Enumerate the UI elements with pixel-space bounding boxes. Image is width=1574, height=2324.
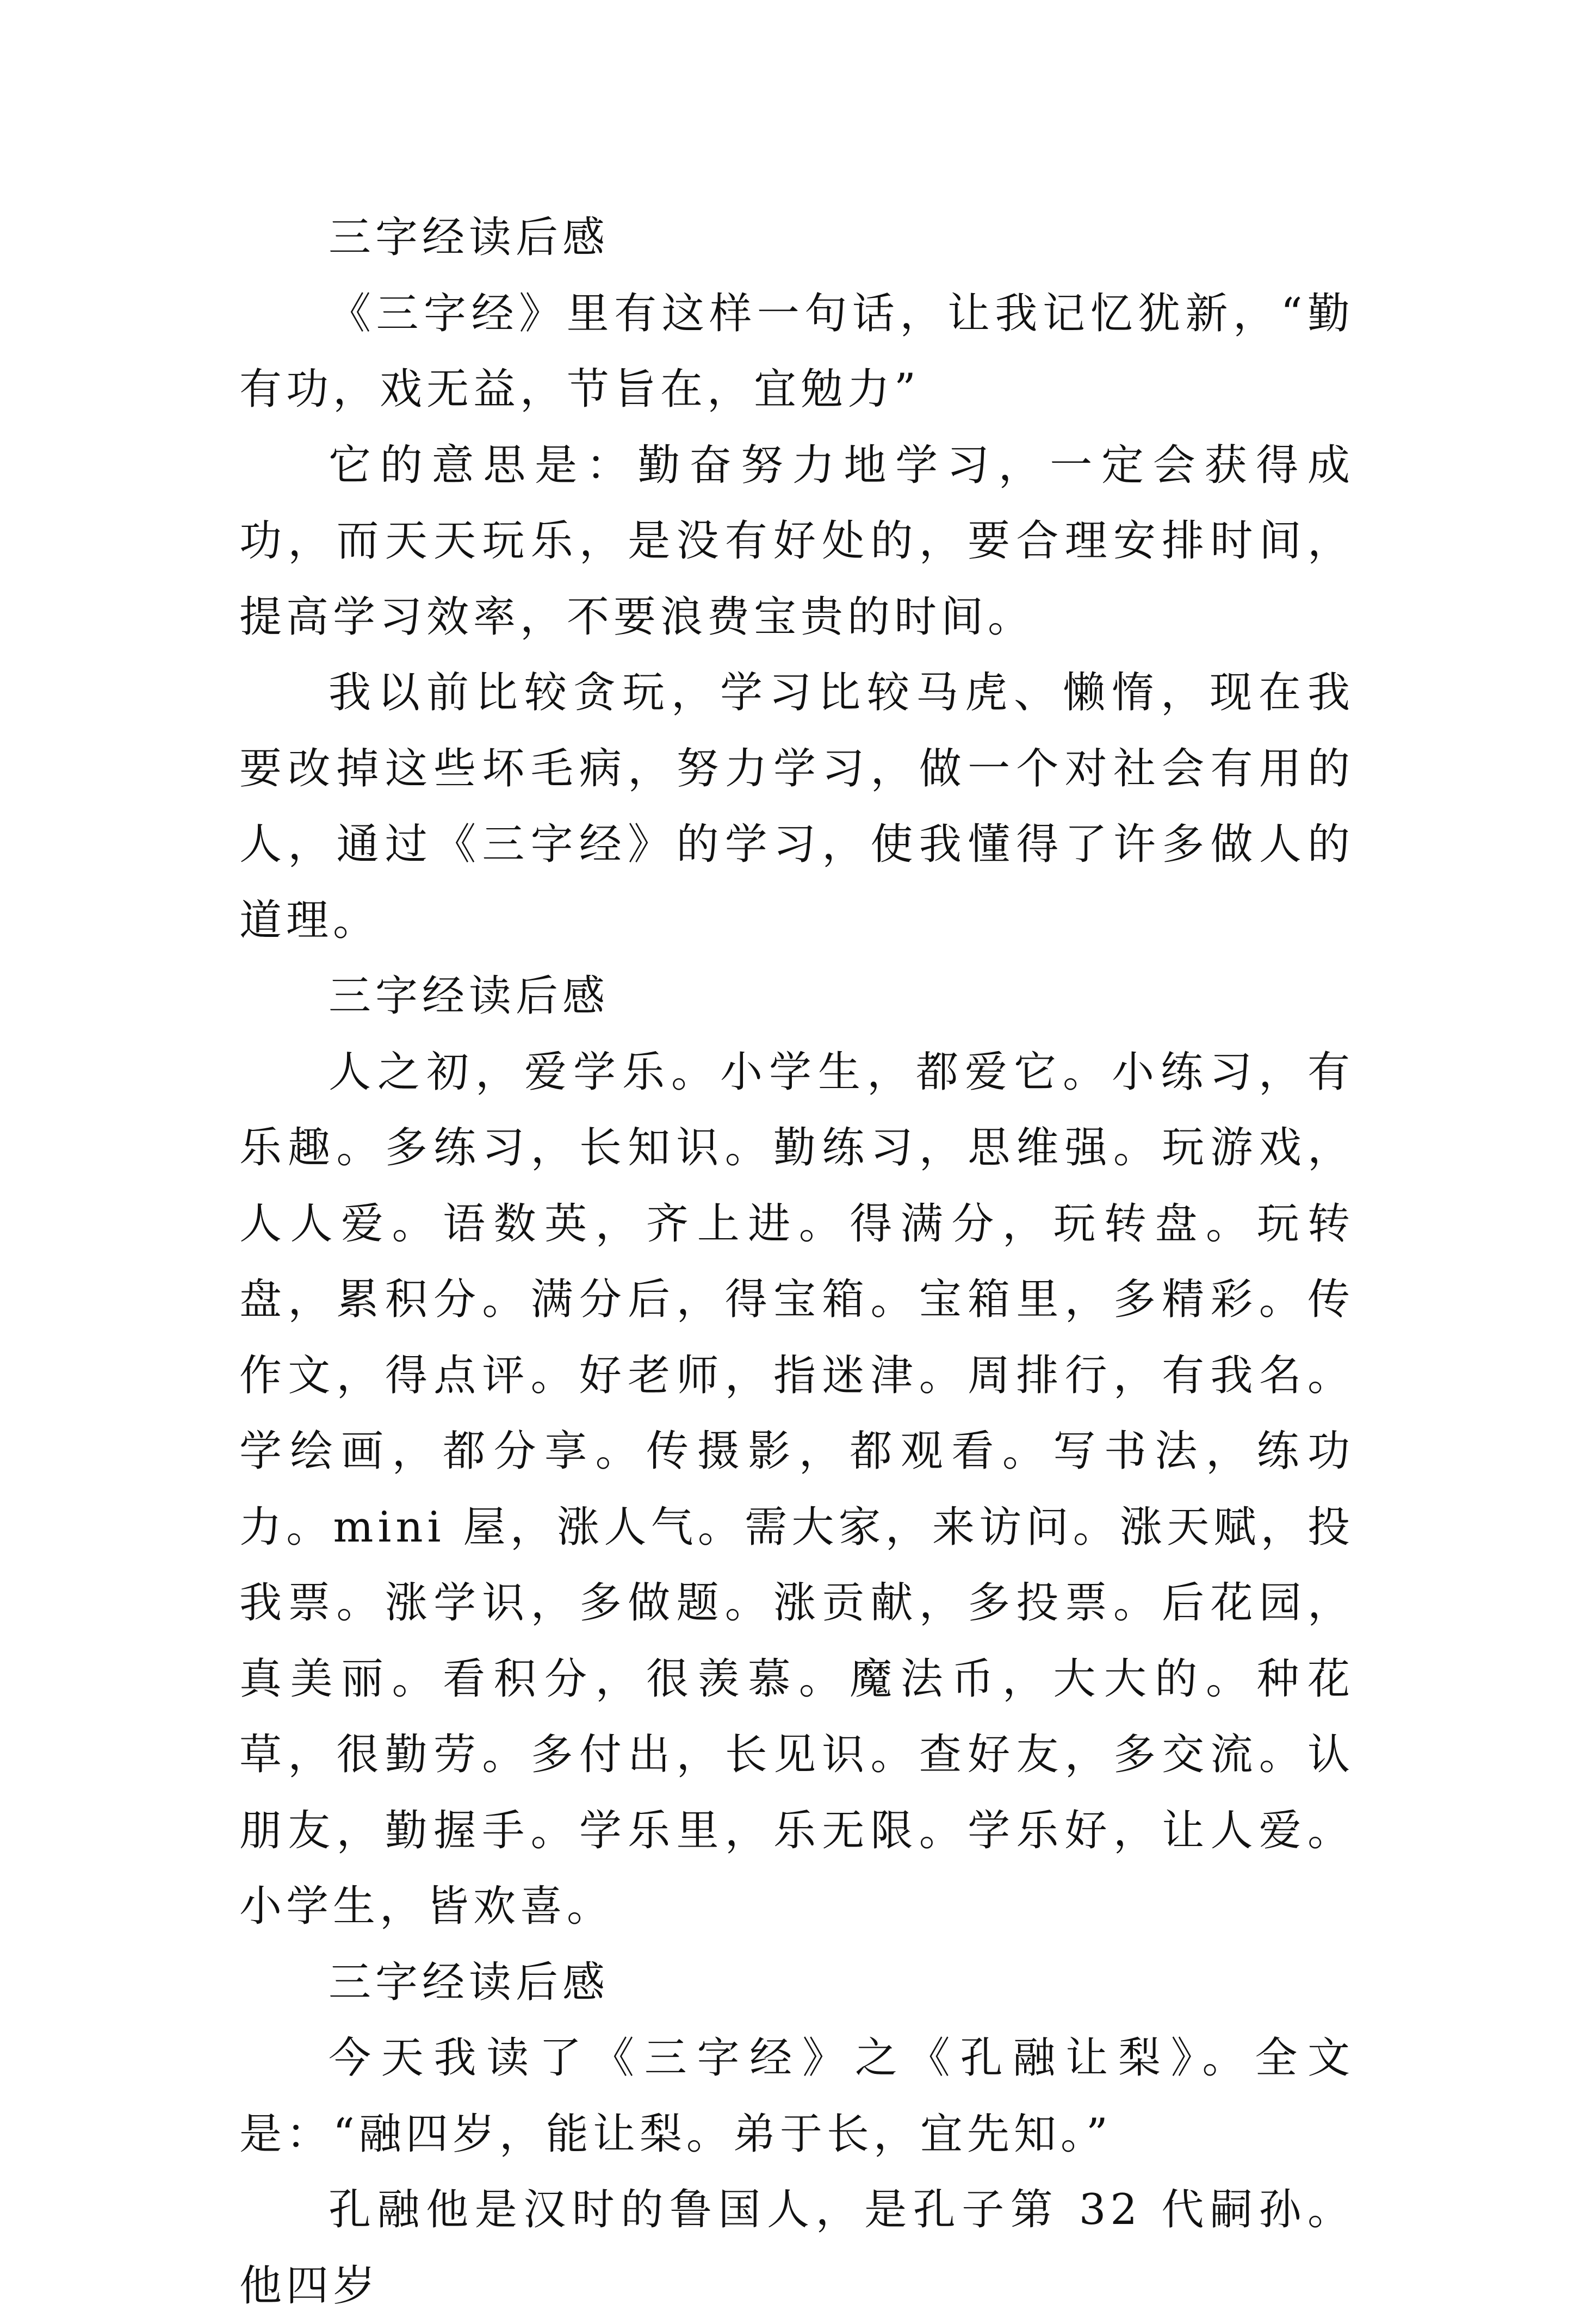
paragraph-3: 我以前比较贪玩，学习比较马虎、懒惰，现在我要改掉这些坏毛病，努力学习，做一个对社会有用的人，通过《三字经》的学习，使我懂得了许多做人的道理。 — [239, 668, 1354, 945]
paragraph-4: 人之初，爱学乐。小学生，都爱它。小练习，有乐趣。多练习，长知识。勤练习，思维强。玩游戏，人人爱。语数英，齐上进。得满分，玩转盘。玩转盘，累积分。满分后，得宝箱。宝箱里，多精彩。传作文，得点评。好老师，指迷津。周排行，有我名。学绘画，都分享。传摄影，都观看。写书法，练功力。mini 屋，涨人气。需大家，来访问。涨天赋，投我票。涨学识，多做题。涨贡献，多投票。后花园，真美丽。看积分，很羡慕。魔法币，大大的。种花草，很勤劳。多付出，长见识。查好友，多交流。认朋友，勤握手。学乐里，乐无限。学乐好，让人爱。小学生，皆欢喜。 — [239, 1047, 1354, 1931]
paragraph-6: 孔融他是汉时的鲁国人，是孔子第 32 代嗣孙。他四岁 — [239, 2185, 1354, 2310]
essay-title-3: 三字经读后感 — [329, 1958, 610, 2007]
essay-title-2: 三字经读后感 — [329, 972, 610, 1021]
paragraph-1: 《三字经》里有这样一句话，让我记忆犹新，“勤有功，戏无益，节旨在，宜勉力” — [239, 289, 1354, 414]
document-body — [239, 200, 1354, 2324]
paragraph-2: 它的意思是：勤奋努力地学习，一定会获得成功，而天天玩乐，是没有好处的，要合理安排时间，提高学习效率，不要浪费宝贵的时间。 — [239, 440, 1354, 642]
essay-title-1: 三字经读后感 — [329, 213, 610, 262]
paragraph-5: 今天我读了《三字经》之《孔融让梨》。全文是：“融四岁，能让梨。弟于长，宜先知。” — [239, 2034, 1354, 2159]
